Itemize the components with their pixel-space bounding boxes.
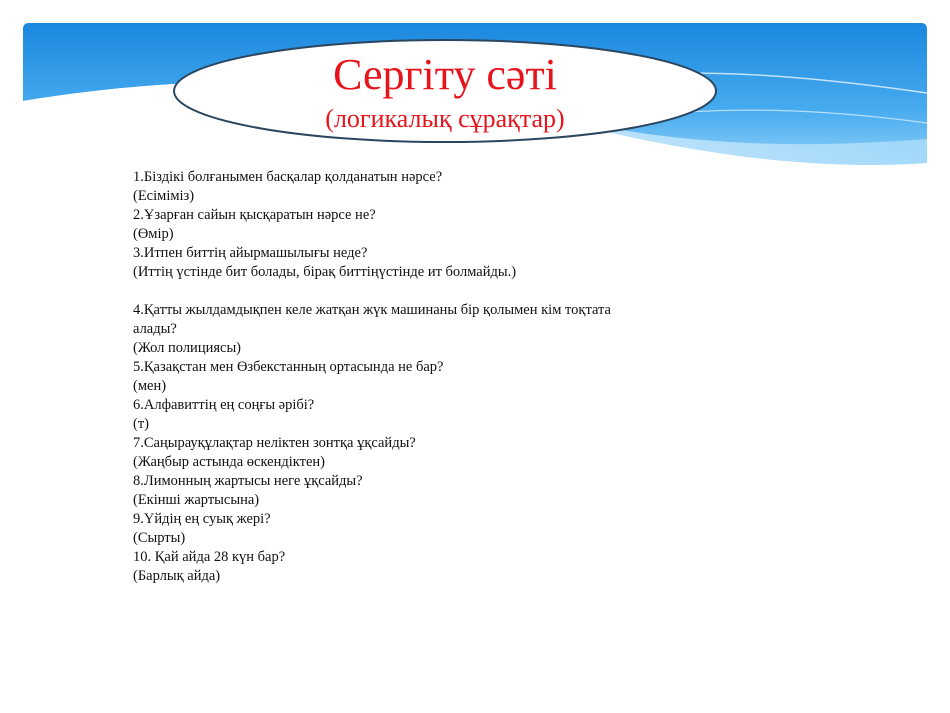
answer-3: (Иттің үстінде бит болады, бірақ биттіңүстінде ит болмайды.) [133,264,517,280]
question-5: 5.Қазақстан мен Өзбекстанның ортасында не бар? [133,359,444,375]
question-4: 4.Қатты жылдамдықпен келе жатқан жүк машинаны бір қолымен кім тоқтата [133,302,611,318]
answer-6: (т) [133,416,149,432]
slide-subtitle: (логикалық сұрақтар) [325,104,565,133]
answer-9: (Сырты) [133,530,186,546]
question-6: 6.Алфавиттің ең соңғы әрібі? [133,397,315,413]
question-1: 1.Біздікі болғанымен басқалар қолданатын нәрсе? [133,169,443,185]
answer-5: (мен) [133,378,167,394]
question-9: 9.Үйдің ең суық жері? [133,511,271,527]
question-2: 2.Ұзарған сайын қысқаратын нәрсе не? [133,207,376,223]
answer-7: (Жаңбыр астында өскендіктен) [133,454,325,470]
answer-10: (Барлық айда) [133,568,221,584]
answer-8: (Екінші жартысына) [133,492,260,508]
answer-1: (Есіміміз) [133,188,195,204]
answer-4: (Жол полициясы) [133,340,242,356]
question-10: 10. Қай айда 28 күн бар? [133,549,286,565]
answer-2: (Өмір) [133,226,174,242]
question-3: 3.Итпен биттің айырмашылығы неде? [133,245,368,261]
questions-list [133,168,693,586]
slide-title: Сергіту сәті [333,50,557,99]
question-4-continued: алады? [133,321,177,337]
question-7: 7.Саңырауқұлақтар неліктен зонтқа ұқсайды? [133,435,416,451]
question-8: 8.Лимонның жартысы неге ұқсайды? [133,473,363,489]
spacer [133,282,693,301]
